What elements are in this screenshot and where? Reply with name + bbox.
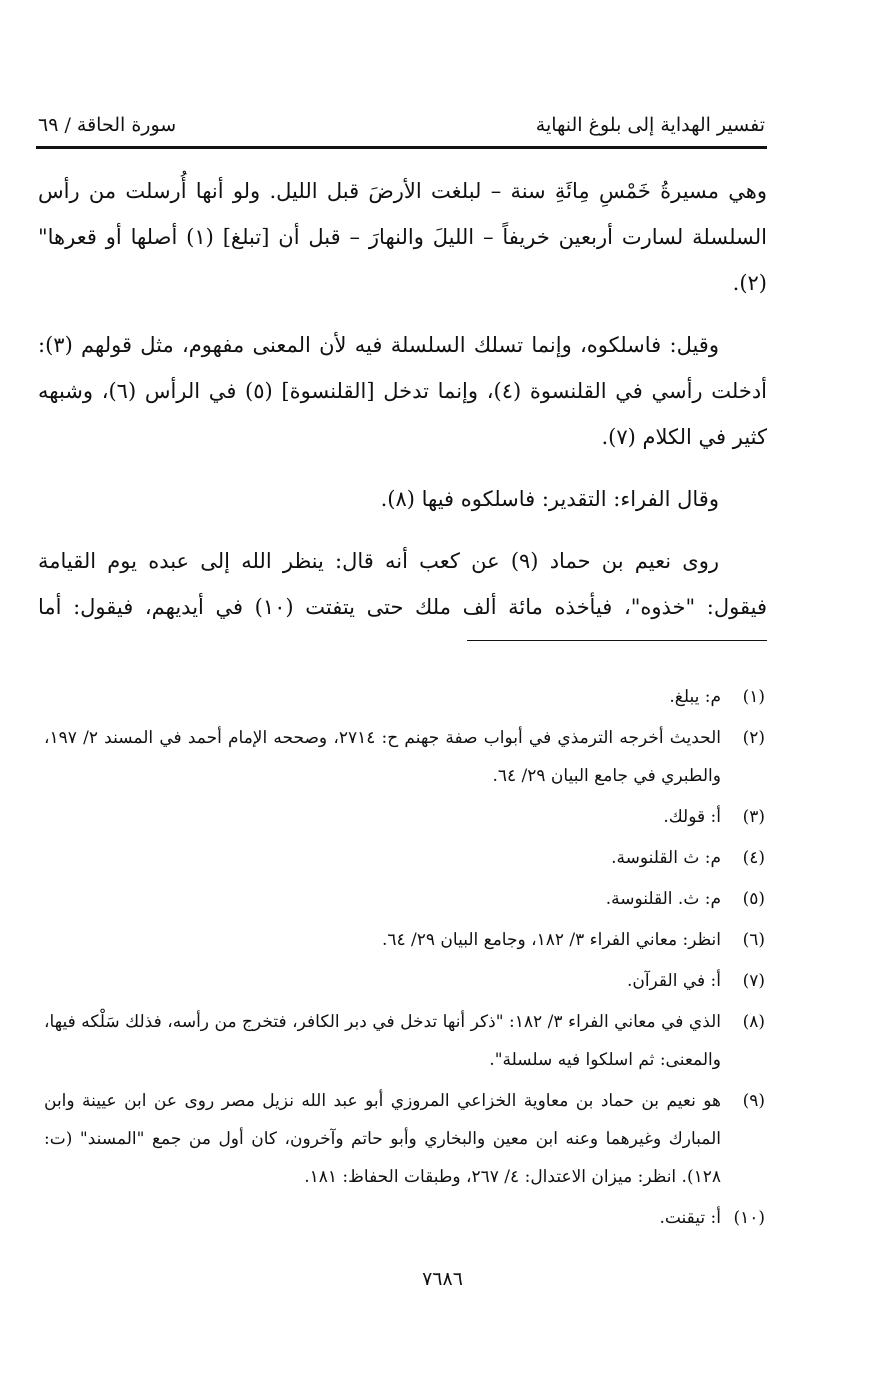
- footnote-number: (٤): [742, 848, 765, 868]
- footnote-number: (٣): [742, 807, 765, 827]
- footnotes: [44, 678, 765, 1240]
- surah-title: سورة الحاقة / ٦٩: [38, 114, 177, 136]
- footnote-text: م: ث القلنوسة.: [611, 848, 721, 868]
- footnote-text: هو نعيم بن حماد بن معاوية الخزاعي المروزي أبو عبد الله نزيل مصر روى عن ابن عيينة وابن المبارك وغيرهما وعنه ابن معين والبخاري وأبو حاتم وآخرون، كان أول من جمع "المسند" (ت: ١٢٨). انظر: ميزان الاعتدال: ٤/ ٢٦٧، وطبقات الحفاظ: ١٨١.: [44, 1091, 721, 1187]
- footnote-separator: [467, 640, 767, 641]
- footnote-number: (٨): [742, 1012, 765, 1032]
- footnote-number: (٧): [742, 971, 765, 991]
- footnote-item: [44, 1003, 765, 1079]
- running-header: [38, 100, 765, 136]
- footnote-item: [44, 798, 765, 836]
- footnote-text: م: ث. القلنوسة.: [605, 889, 721, 909]
- footnote-item: [44, 962, 765, 1000]
- footnote-number: (٥): [742, 889, 765, 909]
- footnote-text: أ: تيقنت.: [659, 1208, 721, 1228]
- footnote-text: انظر: معاني الفراء ٣/ ١٨٢، وجامع البيان ٢٩/ ٦٤.: [381, 930, 721, 950]
- footnote-item: [44, 1199, 765, 1237]
- footnote-item: [44, 839, 765, 877]
- footnote-text: الحديث أخرجه الترمذي في أبواب صفة جهنم ح: ٢٧١٤، وصححه الإمام أحمد في المسند ٢/ ١٩٧، والطبري في جامع البيان ٢٩/ ٦٤.: [44, 728, 722, 786]
- page-number: ٧٦٨٦: [422, 1268, 463, 1290]
- footnote-item: [44, 1082, 765, 1196]
- footnote-text: الذي في معاني الفراء ٣/ ١٨٢: "ذكر أنها تدخل في دبر الكافر، فتخرج من رأسه، فذلك سَلْكه فيها، والمعنى: ثم اسلكوا فيه سلسلة".: [44, 1012, 722, 1070]
- book-title: تفسير الهداية إلى بلوغ النهاية: [535, 114, 765, 136]
- footnote-number: (٦): [742, 930, 765, 950]
- footnote-number: (٢): [742, 728, 765, 748]
- paragraph-3: وقال الفراء: التقدير: فاسلكوه فيها (٨).: [380, 487, 719, 511]
- paragraph-1: وهي مسيرةُ خَمْسِ مِائَةِ سنة – لبلغت الأرضَ قبل الليل. ولو أنها أُرسلت من رأس السلسلة لسارت أربعين خريفاً – الليلَ والنهارَ – قبل أن [تبلغ] (١) أصلها أو قعرها" (٢).: [38, 179, 767, 295]
- footnote-item: [44, 921, 765, 959]
- footnote-text: م: يبلغ.: [669, 687, 721, 707]
- footnote-item: [44, 678, 765, 716]
- footnote-text: أ: في القرآن.: [626, 971, 721, 991]
- paragraph-2: وقيل: فاسلكوه، وإنما تسلك السلسلة فيه لأن المعنى مفهوم، مثل قولهم (٣): أدخلت رأسي في القلنسوة (٤)، وإنما تدخل [القلنسوة] (٥) في الرأس (٦)، وشبهه كثير في الكلام (٧).: [38, 333, 768, 449]
- header-rule: [36, 146, 767, 149]
- footnote-item: [44, 880, 765, 918]
- footnote-number: (١): [742, 687, 765, 707]
- footnote-text: أ: قولك.: [663, 807, 721, 827]
- main-text: [38, 168, 767, 646]
- footnote-number: (٩): [742, 1091, 765, 1111]
- footnote-item: [44, 719, 765, 795]
- paragraph-4: روى نعيم بن حماد (٩) عن كعب أنه قال: ينظر الله إلى عبده يوم القيامة فيقول: "خذوه"، فيأخذه مائة ألف ملك حتى يتفتت (١٠) في أيديهم، فيقول: أما: [38, 549, 767, 619]
- footnote-number: (١٠): [733, 1208, 765, 1228]
